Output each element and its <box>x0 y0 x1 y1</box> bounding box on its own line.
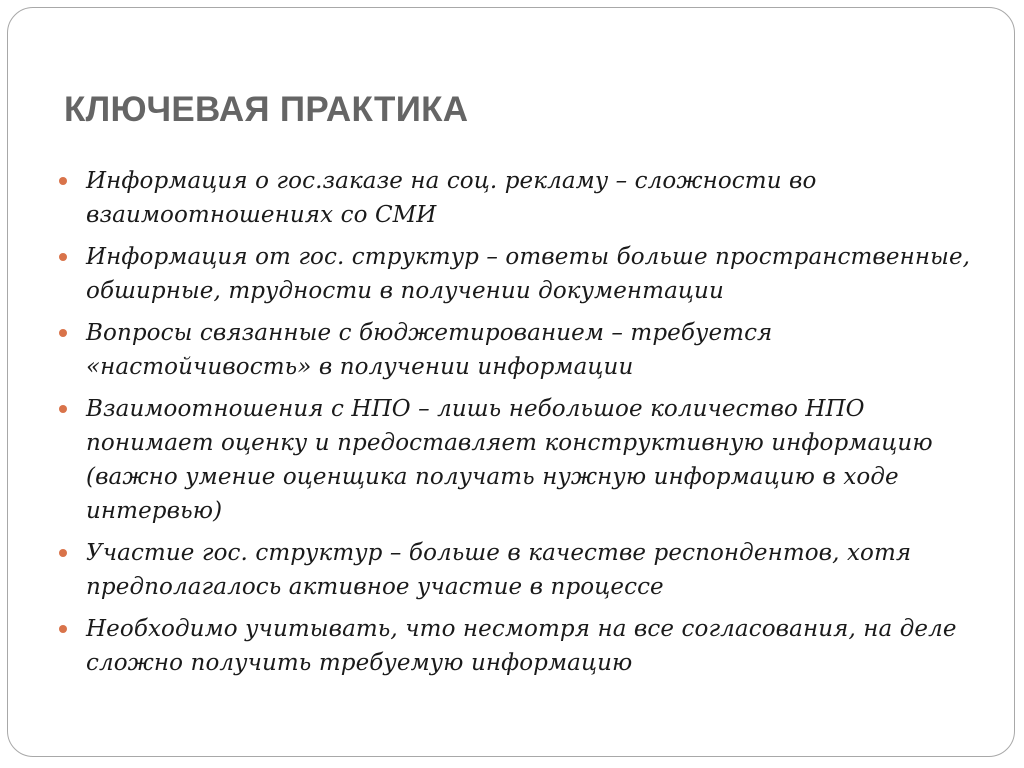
bullet-item <box>56 536 986 604</box>
bullet-item <box>56 316 986 384</box>
bullet-item <box>56 612 986 680</box>
bullet-text: Взаимоотношения с НПО – лишь небольшое количество НПО понимает оценку и предоставляет конструктивную информацию (важно умение оценщика получать нужную информацию в ходе интервью) <box>86 396 933 524</box>
bullet-dot-icon <box>59 177 67 185</box>
bullet-text: Участие гос. структур – больше в качестве респондентов, хотя предполагалось активное участие в процессе <box>86 540 912 600</box>
bullet-dot-icon <box>59 253 67 261</box>
bullet-item <box>56 164 986 232</box>
bullet-item <box>56 392 986 528</box>
bullet-dot-icon <box>59 329 67 337</box>
bullet-dot-icon <box>59 625 67 633</box>
bullet-item <box>56 240 986 308</box>
bullet-text: Необходимо учитывать, что несмотря на все согласования, на деле сложно получить требуемую информацию <box>86 616 957 676</box>
bullet-dot-icon <box>59 405 67 413</box>
bullet-text: Информация от гос. структур – ответы больше пространственные, обширные, трудности в получении документации <box>86 244 971 304</box>
bullet-list <box>56 164 986 688</box>
bullet-dot-icon <box>59 549 67 557</box>
slide-frame <box>7 7 1015 757</box>
bullet-text: Информация о гос.заказе на соц. рекламу – сложности во взаимоотношениях со СМИ <box>86 168 817 228</box>
bullet-text: Вопросы связанные с бюджетированием – требуется «настойчивость» в получении информации <box>86 320 773 380</box>
slide-title: КЛЮЧЕВАЯ ПРАКТИКА <box>64 90 469 129</box>
